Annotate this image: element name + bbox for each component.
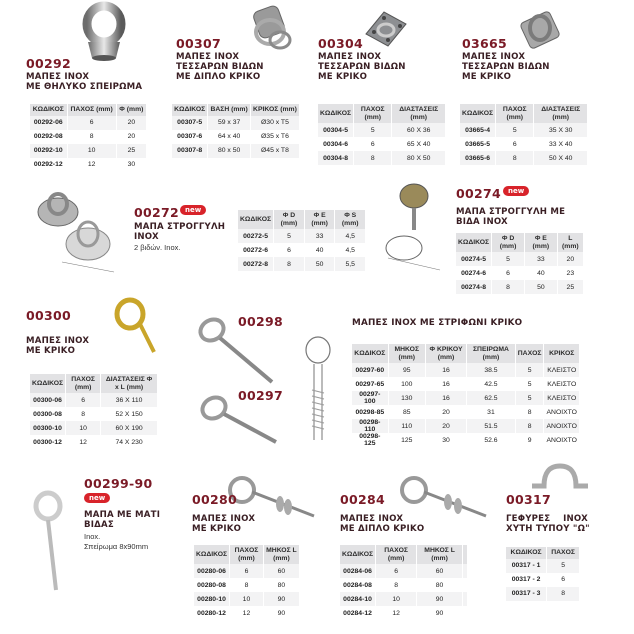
- product-title: ΜΑΠΕΣ INOX ΜΕ ΚΡΙΚΟ: [26, 336, 90, 356]
- product-code-cell: 00272-5: [238, 229, 274, 243]
- product-code-cell: 00307-5: [172, 116, 208, 130]
- value-cell: 8: [67, 130, 116, 144]
- value-cell: 6: [354, 137, 392, 151]
- value-cell: 20: [557, 252, 583, 266]
- value-cell: 36 X 110: [101, 393, 158, 407]
- table-row: [194, 592, 300, 606]
- product-title: ΜΑΠΕΣ INOX ΤΕΣΣΑΡΩΝ ΒΙΔΩΝ ΜΕ ΔΙΠΛΟ ΚΡΙΚΟ: [176, 52, 264, 82]
- table-row: [456, 280, 584, 294]
- table-row: [238, 229, 366, 243]
- table-row: [172, 116, 300, 130]
- value-cell: 100: [388, 377, 425, 391]
- value-cell: 9: [515, 433, 544, 447]
- product-code: 00307: [176, 36, 221, 51]
- product-code: 00300: [26, 308, 71, 323]
- value-cell: 8: [492, 280, 525, 294]
- value-cell: 85: [388, 405, 425, 419]
- table-row: [238, 257, 366, 271]
- spec-table-03665: ΚΩΔΙΚΟΣ ΠΑΧΟΣ (mm) ΔΙΑΣΤΑΣΕΙΣ (mm) 03665-4 5 35 X 30 03665-5 6 33 X 40 03665-6 8 50 X 40: [460, 104, 588, 165]
- value-cell: 30: [116, 158, 146, 172]
- table-row: [318, 151, 446, 165]
- table-row: [460, 151, 588, 165]
- value-cell: 51.5: [467, 419, 516, 433]
- product-code: 00304: [318, 36, 363, 51]
- value-cell: 6: [274, 243, 305, 257]
- value-cell: 8: [354, 151, 392, 165]
- spec-table-00300: ΚΩΔΙΚΟΣ ΠΑΧΟΣ (mm) ΔΙΑΣΤΑΣΕΙΣ Φ x L (mm) 00300-06 6 36 X 110 00300-08 8 52 X 150 00300-10 10 60 X 190 00300-12 12 74 X 230: [30, 374, 158, 449]
- section-title: ΜΑΠΕΣ INOX ΜΕ ΣΤΡΙΦΩΝΙ ΚΡΙΚΟ: [352, 318, 523, 328]
- value-cell: 8: [515, 419, 544, 433]
- spec-table-00307: ΚΩΔΙΚΟΣ ΒΑΣΗ (mm) ΚΡΙΚΟΣ (mm) 00307-5 59 x 37 Ø30 x T5 00307-6 64 x 40 Ø35 x T6 00307-8 80 x 50 Ø45 x T8: [172, 104, 300, 158]
- value-cell: 6: [547, 573, 580, 587]
- value-cell: 60 X 190: [101, 421, 158, 435]
- table-row: [460, 137, 588, 151]
- table-row: [172, 144, 300, 158]
- product-code-cell: 00272-6: [238, 243, 274, 257]
- value-cell: 8: [515, 405, 544, 419]
- double-ring-bolt-image: [398, 470, 490, 520]
- table-row: [30, 421, 158, 435]
- product-code-cell: 00300-08: [30, 407, 66, 421]
- value-cell: 59 x 37: [208, 116, 251, 130]
- plate-double-ring-image: [242, 4, 298, 54]
- product-code: 00298: [238, 314, 283, 329]
- table-row: [506, 573, 580, 587]
- value-cell: 90: [263, 606, 299, 620]
- value-cell: 33 X 40: [534, 137, 588, 151]
- value-cell: 25: [116, 144, 146, 158]
- round-plate-image: [26, 186, 124, 276]
- value-cell: 5: [492, 252, 525, 266]
- value-cell: ΑΝΟΙΧΤΟ: [544, 405, 580, 419]
- product-code-cell: 00280-08: [194, 578, 230, 592]
- table-row: [456, 252, 584, 266]
- value-cell: 80: [263, 578, 299, 592]
- value-cell: 8: [230, 578, 264, 592]
- table-row: [352, 391, 580, 405]
- value-cell: 5: [515, 377, 544, 391]
- product-code-cell: 00274-6: [456, 266, 492, 280]
- table-row: [30, 116, 147, 130]
- spec-table-swivel: ΚΩΔΙΚΟΣ ΜΗΚΟΣ (mm) Φ ΚΡΙΚΟΥ (mm) ΣΠΕΙΡΩΜΑ (mm) ΠΑΧΟΣ ΚΡΙΚΟΣ 00297-60 95 16 38.5 5 ΚΛΕΙΣΤΟ 00297-65 100 16 42.5 5 ΚΛΕΙΣΤΟ 00297-100 130 16 62.5 5 ΚΛΕΙΣΤΟ 00298-85 85 20 31 8 ΑΝΟΙΧΤΟ 00298-110 110 20 51.5 8 ΑΝΟΙΧΤΟ 00298-125 125 30 52.6 9 ΑΝΟΙΧΤΟ: [352, 344, 580, 447]
- table-row: [352, 405, 580, 419]
- eye-screw-image: [196, 314, 278, 448]
- product-code-cell: 00297-65: [352, 377, 388, 391]
- product-code-cell: 03665-5: [460, 137, 496, 151]
- value-cell: 35 X 30: [534, 123, 588, 137]
- product-code: 00299-90: [84, 476, 153, 491]
- table-row: [172, 130, 300, 144]
- value-cell: 8: [274, 257, 305, 271]
- value-cell: 5,5: [335, 257, 366, 271]
- product-code-cell: 00284-10: [340, 592, 376, 606]
- value-cell: 90: [417, 606, 463, 620]
- spec-table-00280: ΚΩΔΙΚΟΣ ΠΑΧΟΣ (mm) ΜΗΚΟΣ L (mm) 00280-06 6 60 00280-08 8 80 00280-10 10 90 00280-12 12 90: [194, 545, 300, 620]
- value-cell: 4,5: [335, 229, 366, 243]
- product-code-cell: 00284-08: [340, 578, 376, 592]
- product-code-cell: 00300-10: [30, 421, 66, 435]
- value-cell: 12: [230, 606, 264, 620]
- value-cell: [462, 564, 467, 578]
- eye-bolt-image: [30, 486, 78, 596]
- product-code: 03665: [462, 36, 507, 51]
- value-cell: 25: [557, 280, 583, 294]
- value-cell: 20: [425, 405, 466, 419]
- product-code-cell: 00298-85: [352, 405, 388, 419]
- table-row: [30, 393, 158, 407]
- eye-nut-image: [76, 2, 132, 62]
- value-cell: Ø45 x T8: [250, 144, 299, 158]
- value-cell: 42.5: [467, 377, 516, 391]
- value-cell: 60 X 36: [392, 123, 446, 137]
- product-code: 00280: [192, 492, 237, 507]
- table-row: [318, 137, 446, 151]
- value-cell: 5: [515, 363, 544, 377]
- table-row: [340, 578, 468, 592]
- value-cell: 90: [263, 592, 299, 606]
- product-code-cell: 00280-10: [194, 592, 230, 606]
- value-cell: 30: [425, 433, 466, 447]
- product-code-cell: 00284-06: [340, 564, 376, 578]
- round-plate-screw-image: [378, 178, 450, 278]
- spec-table-00292: ΚΩΔΙΚΟΣ ΠΑΧΟΣ (mm) Φ (mm) 00292-06 6 20 00292-08 8 20 00292-10 10 25 00292-12 12 30: [30, 104, 147, 172]
- table-row: [30, 144, 147, 158]
- product-code: 00284: [340, 492, 385, 507]
- value-cell: 6: [230, 564, 264, 578]
- value-cell: 50: [304, 257, 335, 271]
- value-cell: 64 x 40: [208, 130, 251, 144]
- table-row: [194, 578, 300, 592]
- table-row: [238, 243, 366, 257]
- value-cell: 20: [116, 116, 146, 130]
- value-cell: ΑΝΟΙΧΤΟ: [544, 433, 580, 447]
- new-badge: new: [180, 205, 206, 215]
- table-row: [340, 564, 468, 578]
- product-title: ΜΑΠΕΣ INOX ΤΕΣΣΑΡΩΝ ΒΙΔΩΝ ΜΕ ΚΡΙΚΟ: [462, 52, 550, 82]
- eye-bolt-washer-image: [226, 470, 318, 520]
- value-cell: 5: [354, 123, 392, 137]
- value-cell: 50: [525, 280, 558, 294]
- table-row: [340, 592, 468, 606]
- product-code-cell: 00292-10: [30, 144, 67, 158]
- value-cell: 16: [425, 391, 466, 405]
- value-cell: 4,5: [335, 243, 366, 257]
- product-code-cell: 00307-8: [172, 144, 208, 158]
- product-title: ΜΑΠΑ ΜΕ ΜΑΤΙ ΒΙΔΑΣ: [84, 510, 161, 530]
- product-code-cell: 00297-60: [352, 363, 388, 377]
- table-row: [352, 419, 580, 433]
- value-cell: 80 X 50: [392, 151, 446, 165]
- value-cell: 8: [547, 587, 580, 601]
- value-cell: 38.5: [467, 363, 516, 377]
- value-cell: 65 X 40: [392, 137, 446, 151]
- table-row: [352, 433, 580, 447]
- value-cell: 6: [496, 137, 534, 151]
- value-cell: 8: [496, 151, 534, 165]
- value-cell: 60: [263, 564, 299, 578]
- table-row: [30, 158, 147, 172]
- diamond-plate-ring-image: [362, 6, 410, 50]
- spec-table-00272: ΚΩΔΙΚΟΣ Φ D (mm) Φ E (mm) Φ S (mm) 00272-5 5 33 4,5 00272-6 6 40 4,5 00272-8 8 50 5,5: [238, 210, 366, 271]
- value-cell: 5: [496, 123, 534, 137]
- value-cell: 5: [547, 559, 580, 573]
- table-row: [30, 407, 158, 421]
- product-code-cell: 00298-110: [352, 419, 388, 433]
- value-cell: ΚΛΕΙΣΤΟ: [544, 363, 580, 377]
- value-cell: 60: [417, 564, 463, 578]
- product-code-cell: 00317 - 3: [506, 587, 547, 601]
- value-cell: 40: [304, 243, 335, 257]
- product-title: ΜΑΠΕΣ INOX ΜΕ ΚΡΙΚΟ: [192, 514, 256, 534]
- value-cell: [462, 606, 467, 620]
- spec-table-00274: ΚΩΔΙΚΟΣ Φ D (mm) Φ E (mm) L (mm) 00274-5 5 33 20 00274-6 6 40 23 00274-8 8 50 25: [456, 233, 584, 294]
- product-title: ΜΑΠΕΣ INOX ΤΕΣΣΑΡΩΝ ΒΙΔΩΝ ΜΕ ΚΡΙΚΟ: [318, 52, 406, 82]
- product-code: 00317: [506, 492, 551, 507]
- value-cell: 40: [525, 266, 558, 280]
- table-row: [352, 377, 580, 391]
- value-cell: 12: [66, 435, 101, 449]
- product-code-cell: 00274-5: [456, 252, 492, 266]
- product-code-cell: 00307-6: [172, 130, 208, 144]
- product-code-cell: 00292-06: [30, 116, 67, 130]
- product-code: 00274: [456, 186, 501, 201]
- product-code-cell: 00300-12: [30, 435, 66, 449]
- table-row: [318, 123, 446, 137]
- product-code-cell: 00298-125: [352, 433, 388, 447]
- plate-ring-image: [516, 6, 566, 56]
- product-title: ΓΕΦΥΡΕΣ INOX ΧΥΤΗ ΤΥΠΟΥ "Ω": [506, 514, 590, 534]
- value-cell: 8: [66, 407, 101, 421]
- product-title: ΜΑΠΑ ΣΤΡΟΓΓΥΛΗ INOX: [134, 222, 226, 242]
- value-cell: 6: [376, 564, 417, 578]
- value-cell: 52.6: [467, 433, 516, 447]
- product-code-cell: 00272-8: [238, 257, 274, 271]
- product-title: ΜΑΠΑ ΣΤΡΟΓΓΥΛΗ ΜΕ ΒΙΔΑ INOX: [456, 207, 566, 227]
- value-cell: 33: [525, 252, 558, 266]
- table-row: [352, 363, 580, 377]
- value-cell: 80 x 50: [208, 144, 251, 158]
- value-cell: 110: [388, 419, 425, 433]
- table-row: [30, 435, 158, 449]
- value-cell: Ø30 x T5: [250, 116, 299, 130]
- value-cell: 10: [376, 592, 417, 606]
- table-row: [30, 130, 147, 144]
- value-cell: 6: [66, 393, 101, 407]
- product-code-cell: 00284-12: [340, 606, 376, 620]
- product-code-cell: 00304-5: [318, 123, 354, 137]
- spec-table-00304: ΚΩΔΙΚΟΣ ΠΑΧΟΣ (mm) ΔΙΑΣΤΑΣΕΙΣ (mm) 00304-5 5 60 X 36 00304-6 6 65 X 40 00304-8 8 80 X 50: [318, 104, 446, 165]
- product-code-cell: 00317 - 2: [506, 573, 547, 587]
- value-cell: 62.5: [467, 391, 516, 405]
- value-cell: 6: [67, 116, 116, 130]
- brass-eye-screw-image: [112, 294, 156, 356]
- new-badge: new: [503, 186, 529, 196]
- value-cell: 10: [67, 144, 116, 158]
- product-code: 00297: [238, 388, 283, 403]
- value-cell: 5: [274, 229, 305, 243]
- table-row: [506, 559, 580, 573]
- value-cell: [462, 578, 467, 592]
- table-row: [194, 564, 300, 578]
- value-cell: 125: [388, 433, 425, 447]
- product-note: Inox. Σπείρωμα 8x90mm: [84, 532, 149, 551]
- value-cell: 52 X 150: [101, 407, 158, 421]
- value-cell: 5: [515, 391, 544, 405]
- table-row: [456, 266, 584, 280]
- value-cell: 33: [304, 229, 335, 243]
- product-code: 00292: [26, 56, 71, 71]
- new-badge: new: [84, 493, 110, 503]
- value-cell: ΚΛΕΙΣΤΟ: [544, 391, 580, 405]
- product-code-cell: 00317 - 1: [506, 559, 547, 573]
- product-code-cell: 00280-06: [194, 564, 230, 578]
- value-cell: 16: [425, 377, 466, 391]
- value-cell: 12: [376, 606, 417, 620]
- product-code: 00272: [134, 205, 179, 220]
- eye-screw-drawing: [296, 330, 342, 446]
- value-cell: 12: [67, 158, 116, 172]
- product-title: ΜΑΠΕΣ INOX ΜΕ ΔΙΠΛΟ ΚΡΙΚΟ: [340, 514, 425, 534]
- value-cell: 95: [388, 363, 425, 377]
- value-cell: 130: [388, 391, 425, 405]
- value-cell: ΚΛΕΙΣΤΟ: [544, 377, 580, 391]
- value-cell: 8: [376, 578, 417, 592]
- value-cell: ΑΝΟΙΧΤΟ: [544, 419, 580, 433]
- value-cell: 80: [417, 578, 463, 592]
- value-cell: 20: [425, 419, 466, 433]
- value-cell: 16: [425, 363, 466, 377]
- product-code-cell: 00292-12: [30, 158, 67, 172]
- spec-table-00317: ΚΩΔΙΚΟΣ ΠΑΧΟΣ 00317 - 1 5 00317 - 2 6 00317 - 3 8: [506, 547, 580, 601]
- product-code-cell: 00274-8: [456, 280, 492, 294]
- table-row: [460, 123, 588, 137]
- product-code-cell: 00297-100: [352, 391, 388, 405]
- value-cell: 50 X 40: [534, 151, 588, 165]
- table-row: [340, 606, 468, 620]
- value-cell: 10: [66, 421, 101, 435]
- product-title: ΜΑΠΕΣ INOX ΜΕ ΘΗΛΥΚΟ ΣΠΕΙΡΩΜΑ: [26, 72, 143, 92]
- value-cell: 74 X 230: [101, 435, 158, 449]
- value-cell: 6: [492, 266, 525, 280]
- value-cell: 90: [417, 592, 463, 606]
- value-cell: Ø35 x T6: [250, 130, 299, 144]
- spec-table-00284: ΚΩΔΙΚΟΣ ΠΑΧΟΣ (mm) ΜΗΚΟΣ L (mm) 00284-06 6 60 00284-08 8 80 00284-10 10 90 00284-12 12 90: [340, 545, 468, 620]
- value-cell: [462, 592, 467, 606]
- value-cell: 23: [557, 266, 583, 280]
- product-code-cell: 00304-6: [318, 137, 354, 151]
- table-row: [506, 587, 580, 601]
- product-code-cell: 00280-12: [194, 606, 230, 620]
- value-cell: 20: [116, 130, 146, 144]
- value-cell: 31: [467, 405, 516, 419]
- product-code-cell: 03665-4: [460, 123, 496, 137]
- product-code-cell: 00300-06: [30, 393, 66, 407]
- table-row: [194, 606, 300, 620]
- product-note: 2 βιδών. Inox.: [134, 243, 181, 252]
- product-code-cell: 00304-8: [318, 151, 354, 165]
- omega-bridge-image: [530, 462, 590, 492]
- product-code-cell: 00292-08: [30, 130, 67, 144]
- value-cell: 10: [230, 592, 264, 606]
- product-code-cell: 03665-6: [460, 151, 496, 165]
